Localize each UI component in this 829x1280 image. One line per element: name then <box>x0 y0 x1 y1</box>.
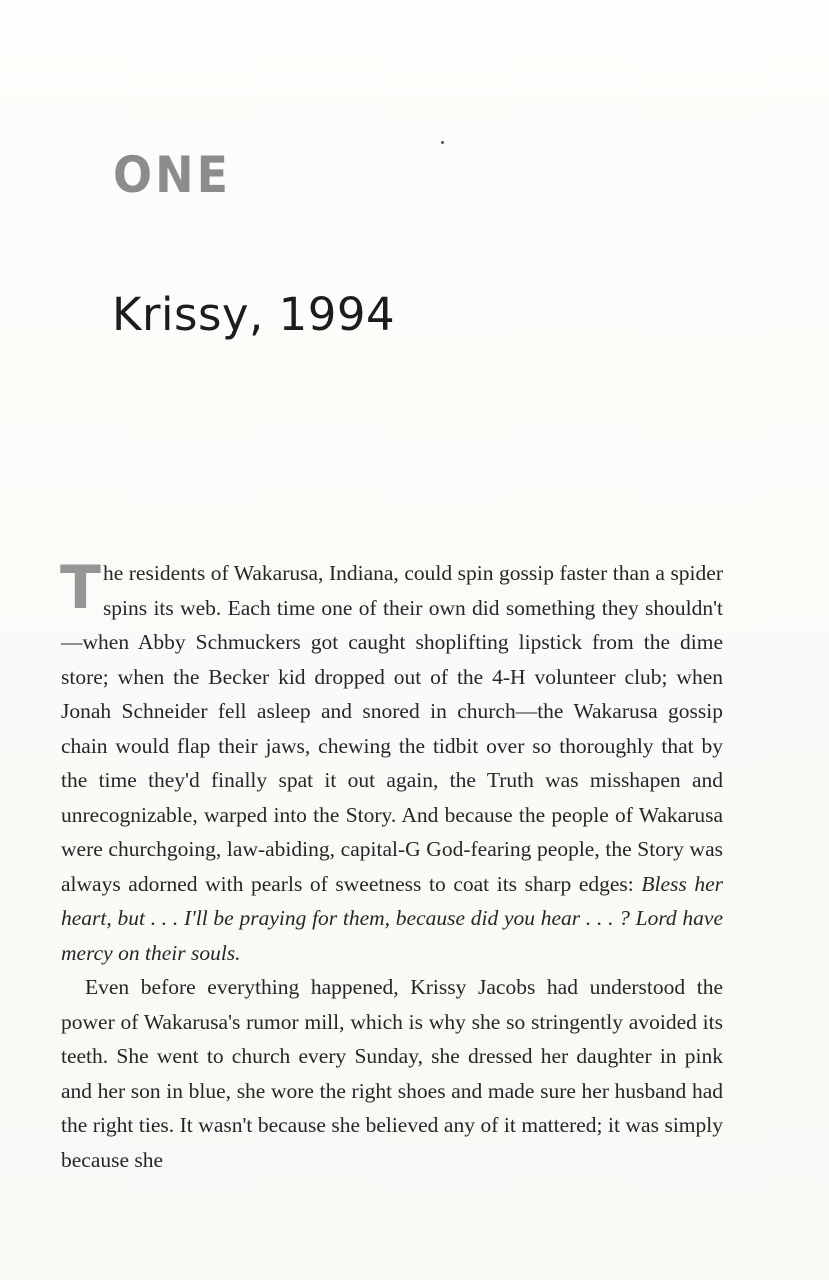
print-speck <box>441 141 444 144</box>
paragraph-1-italic: Bless her heart, but . . . I'll be praying for them, because did you hear . . . ? Lord have mercy on their souls. <box>61 871 723 965</box>
paragraph-1 <box>60 553 723 970</box>
body-text <box>60 553 723 1177</box>
paragraph-2: Even before everything happened, Krissy Jacobs had understood the power of Wakarusa's rumor mill, which is why she so stringently avoided its teeth. She went to church every Sunday, she dressed her daughter in pink and her son in blue, she wore the right shoes and made sure her husband had the right ties. It wasn't because she believed any of it mattered; it was simply because she <box>61 975 723 1172</box>
chapter-title: Krissy, 1994 <box>112 288 396 341</box>
paragraph-1-text: he residents of Wakarusa, Indiana, could spin gossip faster than a spider spins its web. Each time one of their own did something they shouldn't—when Abby Schmuckers got caught shoplifting lipstick from the dime store; when the Becker kid dropped out of the 4-H volunteer club; when Jonah Schneider fell asleep and snored in church—the Wakarusa gossip chain would flap their jaws, chewing the tidbit over so thoroughly that by the time they'd finally spat it out again, the Truth was misshapen and unrecognizable, warped into the Story. And because the people of Wakarusa were churchgoing, law-abiding, capital-G God-fearing people, the Story was always adorned with pearls of sweetness to coat its sharp edges: <box>61 561 723 896</box>
drop-cap: T <box>60 553 101 623</box>
chapter-number: ONE <box>113 145 232 204</box>
